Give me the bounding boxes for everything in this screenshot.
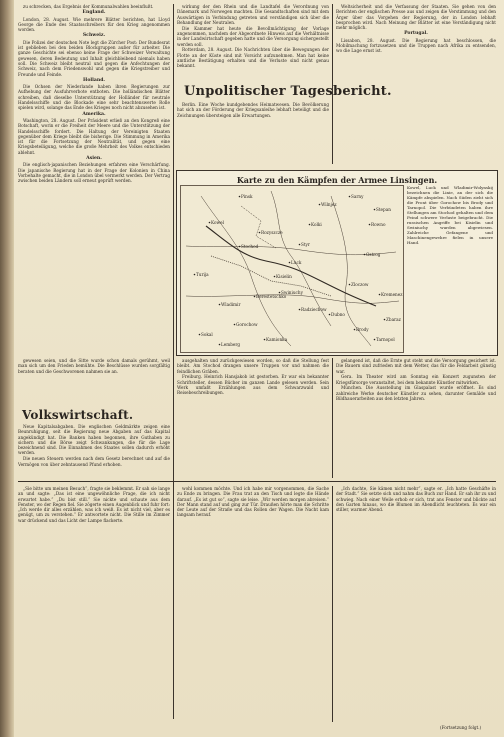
map-place-dot bbox=[354, 329, 356, 331]
lowermid-para-1: ausgehalten und zurückgewiesen worden, so daß die Stellung fest bleibt. Am Stochod drangen unsere Truppen vor und nahmen die feindlichen Gräben. bbox=[177, 358, 329, 374]
map-place-dot bbox=[239, 246, 241, 248]
map-place-dot bbox=[374, 339, 376, 341]
story-column-left bbox=[18, 486, 170, 722]
map-place-label: Dubno bbox=[331, 312, 345, 317]
col2-para-3: Rotterdam, 28. August. Die Nachrichten über die Bewegungen der Flotte an der Küste sind mit Vorsicht aufzunehmen. Man hat keine amtliche Bestätigung erhalten und die Verluste sind nicht genau bekannt. bbox=[177, 47, 329, 69]
map-place-label: Stochod bbox=[241, 244, 259, 249]
volkswirtschaft-body bbox=[18, 424, 170, 478]
col3-para-2: Lissabon, 28. August. Die Regierung hat beschlossen, die Mobilmachung fortzusetzen und die Truppen nach Afrika zu entsenden, wo die Lage ernst ist. bbox=[336, 37, 496, 54]
story-column-mid bbox=[177, 486, 329, 722]
col1-para-1: London, 28. August. Wie mehrere Blätter berichten, hat Lloyd George die Ende des Staatsschreibers für den Krieg angenommen worden. bbox=[18, 16, 170, 33]
map-place-label: Kremenez bbox=[381, 292, 403, 297]
lowerright-para-1: gelangend ist, daß die Ernte gut steht und die Versorgung gesichert ist. Die Bauern sind zufrieden mit dem Wetter, das für die Feldarbeit günstig war. bbox=[336, 358, 496, 374]
map-title: Karte zu den Kämpfen der Armee Linsingen. bbox=[236, 175, 438, 185]
col1-para-5: Die englisch-japanischen Beziehungen erfahren eine Verschärfung. Die japanische Regierung hat in der Frage der Kolonien in China Vorbehalte gemacht, die in London übel vermerkt werden. Der Vertrag zwischen beiden Ländern soll erneut geprüft werden. bbox=[18, 162, 170, 184]
volkswirtschaft-para-1: Neue Kapitalsabgaben. Die englischen Geldmärkte zeigen eine Beunruhigung, seit die Regierung neue Abgaben auf das Kapital angekündigt hat. Die Banken haben begonnen, ihre Guthaben zu sichern und die Börse zeigt Schwankungen, die für die Lage bezeichnend sind. Die Einnahmen des Staates sollen dadurch erhöht werden. bbox=[18, 424, 170, 456]
map-place-dot bbox=[239, 196, 241, 198]
continuation-note: (Fortsetzung folgt.) bbox=[440, 725, 482, 730]
map-place-label: Brody bbox=[356, 327, 369, 332]
map-place-dot bbox=[309, 224, 311, 226]
map-place-dot bbox=[219, 344, 221, 346]
map-place-dot bbox=[259, 232, 261, 234]
map-place-label: Sarny bbox=[351, 194, 364, 199]
col1-intro: zu schrecken, das Ergebnis der Kommunalwahlen beeinflußt. bbox=[23, 4, 154, 9]
volkswirtschaft-para-2: Die neuen Steuern werden nach dem Gesetz berechnet und auf die Vermögen von über zehntausend Pfund erhoben. bbox=[18, 456, 170, 467]
map-place-dot bbox=[374, 209, 376, 211]
map-place-label: Styr bbox=[301, 242, 310, 247]
map-place-dot bbox=[369, 224, 371, 226]
column-1 bbox=[18, 4, 170, 404]
map-place-dot bbox=[384, 319, 386, 321]
map-place-label: Kisielin bbox=[276, 274, 292, 279]
lower-left-top bbox=[18, 358, 170, 406]
map-place-label: Rozyszcze bbox=[261, 230, 283, 235]
map-place-label: Sokal bbox=[201, 332, 213, 337]
lowerleft-para-1: gewesen seien, und die Sitte wurde schon damals gerühmt, weil man sich um den Frieden bemühte. Die Beschlüsse wurden sorgfältig beraten und die Geschworenen nahmen sie an. bbox=[18, 358, 170, 374]
map-place-label: Kowel bbox=[211, 220, 224, 225]
col1-para-2: Die Polizei der deutschen Note legt die Zürcher Post: Der Bundesrat ist geblieben bei den beiden Blockgruppen außer für arbeiter. Die ganze Geschichte sei ebenso keine Frage der Schweizer Verwaltung gewesen, deren Bedeutung und Inhalt gleichbleibend niemals haben soll. Die Schweiz bleibt neutral und gegen die Anfechtungen der Schweiz, nach dem Friedenswohl und gegen die Kriegstreiber und Freunde und Feinde. bbox=[18, 39, 170, 77]
column-2 bbox=[177, 4, 329, 82]
map-place-dot bbox=[299, 309, 301, 311]
lowerright-para-3: München. Die Ausstellung im Glaspalast wurde eröffnet. Es sind zahlreiche Werke deutscher Künstler zu sehen, darunter Gemälde und Bildhauerarbeiten aus den letzten Jahren. bbox=[336, 385, 496, 402]
map-side-text bbox=[407, 185, 493, 351]
map-place-label: Zbaraz bbox=[386, 317, 401, 322]
map-place-dot bbox=[329, 314, 331, 316]
battle-map bbox=[180, 185, 404, 353]
lowerright-para-2: Gera. Im Theater wird am Sonntag ein Konzert zugunsten der Kriegsfürsorge veranstaltet, bei dem bekannte Künstler mitwirken. bbox=[336, 374, 496, 385]
map-place-label: Ostrog bbox=[366, 252, 381, 257]
map-place-label: Pinsk bbox=[241, 194, 253, 199]
section-title-tagesbericht: Unpolitischer Tagesbericht. bbox=[184, 84, 392, 99]
col3-heading-1: Portugal. bbox=[404, 31, 428, 37]
map-place-dot bbox=[364, 254, 366, 256]
battle-map-svg bbox=[181, 186, 403, 352]
map-place-dot bbox=[209, 222, 211, 224]
map-place-label: Wladimir bbox=[221, 302, 241, 307]
map-place-label: Luck bbox=[291, 260, 302, 265]
map-place-label: Tarnopol bbox=[376, 337, 395, 342]
feuilleton-rule bbox=[18, 481, 496, 482]
map-place-dot bbox=[289, 262, 291, 264]
map-place-label: Rowno bbox=[371, 222, 386, 227]
column-rule bbox=[332, 358, 333, 478]
column-rule bbox=[332, 486, 333, 722]
map-place-label: Kamionka bbox=[266, 337, 288, 342]
lower-right-column bbox=[336, 358, 496, 478]
map-place-dot bbox=[219, 304, 221, 306]
map-place-label: Kolki bbox=[311, 222, 322, 227]
map-place-dot bbox=[349, 196, 351, 198]
map-place-dot bbox=[234, 324, 236, 326]
map-place-label: Radziechow bbox=[301, 307, 327, 312]
story-left-text: „Sie bitte um meinen Besuch“, fragte sie beklemmt. Er sah sie lange an und sagte: „Das ist eine ungewöhnliche Frage, die ich nicht erwartet habe.“ „Du bist still.“ Sie nickte und schaute aus dem Fenster, wo der Regen fiel. Sie zögerte einen Augenblick und fuhr fort: „Ich werde dir alles erzählen, was ich weiß. Es ist nicht viel, aber es genügt, um zu verstehen.“ Er antwortete nicht. Die Stille im Zimmer war drückend und das Licht der Lampe flackerte. bbox=[18, 486, 170, 523]
tagesbericht-para-1: Berlin. Eine Woche kundgebendes Heimatwesen. Die Bevölkerung hat sich an der Förderung der Kriegsanleihe lebhaft beteiligt und die Zeichnungen übersteigen alle Erwartungen. bbox=[177, 102, 329, 118]
lower-mid-column bbox=[177, 358, 329, 478]
map-place-label: Gorochow bbox=[236, 322, 258, 327]
map-place-dot bbox=[199, 334, 201, 336]
map-place-dot bbox=[379, 294, 381, 296]
map-place-label: Stepan bbox=[376, 207, 391, 212]
story-right-text: „Ich dachte, Sie kämen nicht mehr“, sagte er. „Ich hatte Geschäfte in der Stadt.“ Sie setzte sich und nahm das Buch zur Hand. Er sah ihr zu und schwieg. Nach einer Weile erhob er sich, trat ans Fenster und blickte auf den Garten hinaus, wo die Blumen im Abendlicht leuchteten. Es war ein stiller, warmer Abend. bbox=[336, 486, 496, 513]
col2-para-1: wirkung der den Rhein und die Landtafel die Verordnung von Dänemark und Norwegen machten. Die Gesandtschaften sind mit dem Auswärtigen in Verbindung getreten und verständigen sich über die Behandlung der Neutralen. bbox=[177, 4, 329, 25]
story-mid-text: wohl kommen möchte. Und ich habe mir vorgenommen, die Sache zu Ende zu bringen. Die Frau trat an den Tisch und legte die Hände darauf. „Es ist gut so“, sagte sie leise. „Wir werden morgen abreisen.“ Der Mann stand auf und ging zur Tür. Draußen hörte man die Schritte der Leute auf der Straße und das Rollen der Wagen. Die Nacht kam langsam herauf. bbox=[177, 486, 329, 518]
map-place-dot bbox=[264, 339, 266, 341]
map-place-label: Berestetschko bbox=[256, 294, 287, 299]
map-place-dot bbox=[194, 274, 196, 276]
map-place-dot bbox=[349, 284, 351, 286]
map-place-dot bbox=[274, 276, 276, 278]
map-place-dot bbox=[319, 204, 321, 206]
map-place-label: Turija bbox=[196, 272, 209, 277]
map-place-label: Wilnjez bbox=[321, 202, 337, 207]
map-figure bbox=[176, 170, 498, 356]
col1-heading-2: Schweiz. bbox=[82, 33, 106, 39]
map-place-label: Lemberg bbox=[221, 342, 241, 347]
col1-heading-3: Holland. bbox=[82, 77, 106, 83]
col1-heading-1: England. bbox=[82, 10, 106, 16]
map-place-dot bbox=[299, 244, 301, 246]
column-rule bbox=[173, 4, 174, 719]
story-column-right bbox=[336, 486, 496, 722]
lowermid-para-2: Freiburg. Heinrich Hansjakob ist gestorben. Er war ein bekannter Schriftsteller, dessen Bücher im ganzen Lande gelesen werden. Sein Werk umfaßt Erzählungen aus dem Schwarzwald und Reisebeschreibungen. bbox=[177, 374, 329, 396]
col2-para-2: Die Kammer hat heute die Bevollmächtigung der Vorlage angenommen, nachdem der Abgeordnete Hinweis auf die Verhältnisse in der Landwirtschaft gegeben hatte und die Versorgung sichergestellt werden soll. bbox=[177, 25, 329, 47]
section-title-volkswirtschaft: Volkswirtschaft. bbox=[22, 408, 134, 422]
page-binding bbox=[0, 0, 14, 737]
col1-heading-5: Asien. bbox=[86, 156, 102, 162]
map-side-para: Kowel, Luck und Wladimir-Wolynskij bezeichnen die Linie, an der sich die Kämpfe abspielen. Nach Süden zieht sich die Front über Gorochow bis Brody und Tarnopol. Die Verbündeten haben ihre Stellungen am Stochod gehalten und dem Feind schwere Verluste beigebracht. Die russischen Angriffe bei Kisielin und Swiniuchy wurden abgewiesen. Zahlreiche Gefangene und Maschinengewehre fielen in unsere Hand. bbox=[407, 185, 493, 245]
col1-para-4: Washington, 28. August. Der Präsident erließ an den Kongreß eine Botschaft, worin er die Freiheit der Meere und die Unterstützung der Handelsschiffe fordert. Die Haltung der Vereinigten Staaten gegenüber dem Kriege bleibt die bisherige. Die Stimmung in Amerika ist für die Fortsetzung der Neutralität, und gegen eine Kriegsbeteiligung, welche die große Mehrheit des Volkes entschieden ablehnt. bbox=[18, 117, 170, 155]
col1-heading-4: Amerika. bbox=[82, 111, 106, 117]
map-place-label: Swiniuchy bbox=[281, 290, 303, 295]
col1-para-3: Die Ochsen der Niederlande haben ihren Regierungen zur Aufhebung der Ausfuhrverbote entboten. Die holländischen Blätter schreiben, daß dieselbe Unterstützung der Holländer für neutrale Handelsschiffe und die Blockade eine sehr beachtenswerte Rolle spielen wird, solange das Ende des Krieges noch nicht abzusehen ist. bbox=[18, 84, 170, 111]
map-place-dot bbox=[254, 296, 256, 298]
map-place-label: Zloczow bbox=[351, 282, 369, 287]
tagesbericht-body bbox=[177, 102, 329, 164]
col3-para-1: Weltsicherheit und die Verfassung der Staaten. Sie gehen von den Berichten der englischen Presse aus und zeigen die Verstimmung und den Ärger über das Vorgehen der Regierung, der in London lebhaft besprochen wird. Nach Meinung der Blätter ist eine Verständigung nicht mehr möglich. bbox=[336, 4, 496, 31]
